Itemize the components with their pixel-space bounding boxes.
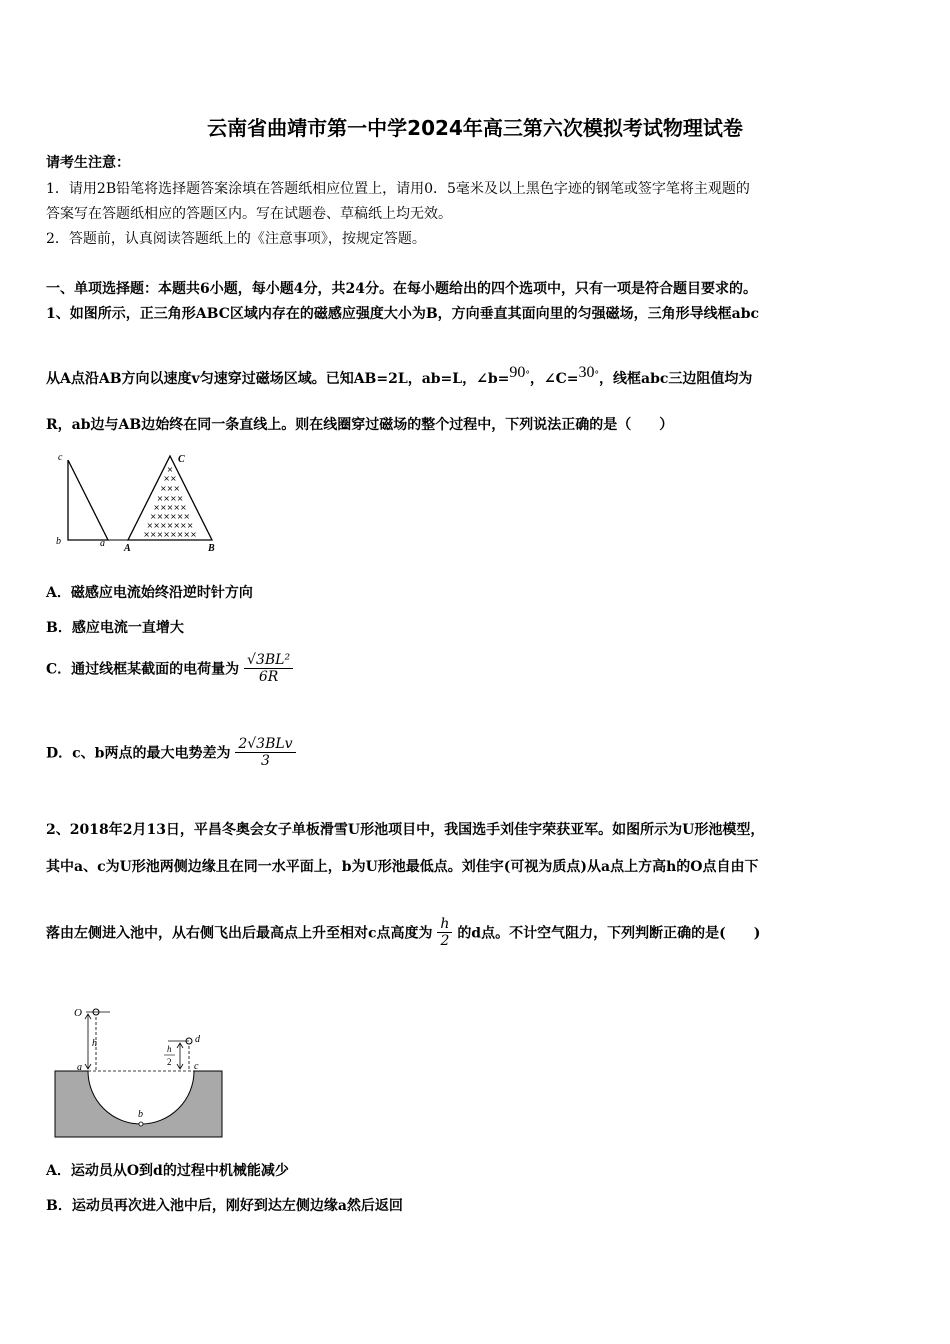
q1-option-c-fraction <box>244 652 293 685</box>
q1-line-2-a: 从A点沿AB方向以速度v匀速穿过磁场区域。已知AB=2L，ab=L，∠b= <box>46 371 510 387</box>
angle-b-value: 90 <box>509 364 526 381</box>
q2-h-half-fraction <box>437 916 452 949</box>
triangle-abc-frame <box>68 460 108 540</box>
q1-option-c-text: C．通过线框某截面的电荷量为 <box>46 661 240 678</box>
fig1-label-c: c <box>58 452 63 463</box>
cross-row: ×××× <box>156 494 184 503</box>
q1-option-b: B．感应电流一直增大 <box>46 620 184 636</box>
fig2-label-a: a <box>77 1062 82 1073</box>
notice-line-2: 答案写在答题纸相应的答题区内。写在试题卷、草稿纸上均无效。 <box>46 206 452 222</box>
q1-option-d-fraction <box>235 736 295 769</box>
q1-line-3: R，ab边与AB边始终在同一条直线上。则在线圈穿过磁场的整个过程中，下列说法正确的是（ ） <box>46 417 674 433</box>
fig2-label-h2-num: h <box>167 1044 172 1054</box>
fig1-label-b: b <box>56 536 61 547</box>
fig1-label-A: A <box>124 543 131 554</box>
notice-heading: 请考生注意： <box>46 155 130 171</box>
degree-mark-b: ° <box>525 370 530 381</box>
cross-row: × <box>166 465 174 474</box>
q2-u-pool-figure <box>50 1000 230 1142</box>
u-pool-body <box>55 1071 222 1137</box>
page-title: 云南省曲靖市第一中学2024年高三第六次模拟考试物理试卷 <box>207 116 743 140</box>
section-heading: 一、单项选择题：本题共6小题，每小题4分，共24分。在每小题给出的四个选项中，只有一项是符合题目要求的。 <box>46 281 757 297</box>
cross-row: ××××× <box>153 503 187 512</box>
cross-row: ×× <box>163 474 177 483</box>
degree-mark-c: ° <box>594 370 599 381</box>
q1-option-c-denominator: 6R <box>244 668 293 685</box>
q1-option-c-numerator: √3BL² <box>247 652 291 668</box>
magnetic-field-crosses <box>143 465 197 539</box>
cross-row: ×××××××× <box>143 530 197 539</box>
fig1-label-a: a <box>100 538 105 549</box>
fig2-label-c: c <box>194 1061 199 1072</box>
fig2-label-b: b <box>138 1109 143 1120</box>
q1-option-d-denominator: 3 <box>235 752 295 769</box>
q2-fraction-denominator: 2 <box>437 932 452 949</box>
fig1-label-C: C <box>178 454 185 465</box>
notice-line-3: 2．答题前，认真阅读答题纸上的《注意事项》，按规定答题。 <box>46 231 426 247</box>
q1-option-d-numerator: 2√3BLv <box>238 736 293 752</box>
q2-line-3-a: 落由左侧进入池中，从右侧飞出后最高点上升至相对c点高度为 <box>46 925 433 942</box>
q1-option-d-text: D．c、b两点的最大电势差为 <box>46 745 231 762</box>
q2-fraction-numerator: h <box>440 916 450 932</box>
cross-row: ××× <box>159 484 181 493</box>
point-b <box>139 1122 143 1126</box>
fig2-label-O: O <box>74 1007 82 1019</box>
q2-line-2: 其中a、c为U形池两侧边缘且在同一水平面上，b为U形池最低点。刘佳宇(可视为质点)从a点上方高h的O点自由下 <box>46 859 759 875</box>
q1-line-2 <box>46 364 752 388</box>
fig2-label-h2-den: 2 <box>167 1057 172 1067</box>
notice-line-1: 1．请用2B铅笔将选择题答案涂填在答题纸相应位置上，请用0．5毫米及以上黑色字迹的钢笔或签字笔将主观题的 <box>46 181 750 197</box>
fig1-label-B: B <box>208 543 215 554</box>
angle-c-value: 30 <box>578 364 595 381</box>
fig2-label-h: h <box>92 1038 97 1049</box>
q2-line-3 <box>46 916 760 949</box>
q1-option-d <box>46 736 296 769</box>
fig2-label-d: d <box>195 1034 200 1045</box>
q1-line-2-c: ，线框abc三边阻值均为 <box>599 371 753 387</box>
q2-line-3-b: 的d点。不计空气阻力，下列判断正确的是( ) <box>457 925 761 942</box>
q1-line-1: 1、如图所示，正三角形ABC区域内存在的磁感应强度大小为B，方向垂直其面向里的匀强磁场，三角形导线框abc <box>46 306 760 322</box>
q1-line-2-b: ，∠C= <box>529 371 579 387</box>
q2-option-b: B．运动员再次进入池中后，刚好到达左侧边缘a然后返回 <box>46 1198 403 1214</box>
q1-triangle-figure <box>50 448 230 558</box>
q1-option-c <box>46 652 293 685</box>
q2-option-a: A．运动员从O到d的过程中机械能减少 <box>46 1163 289 1179</box>
cross-row: ×××××× <box>149 512 191 521</box>
q2-line-1: 2、2018年2月13日，平昌冬奥会女子单板滑雪U形池项目中，我国选手刘佳宇荣获亚军。如图所示为U形池模型， <box>46 822 765 838</box>
q1-option-a: A．磁感应电流始终沿逆时针方向 <box>46 585 253 601</box>
cross-row: ××××××× <box>146 521 194 530</box>
